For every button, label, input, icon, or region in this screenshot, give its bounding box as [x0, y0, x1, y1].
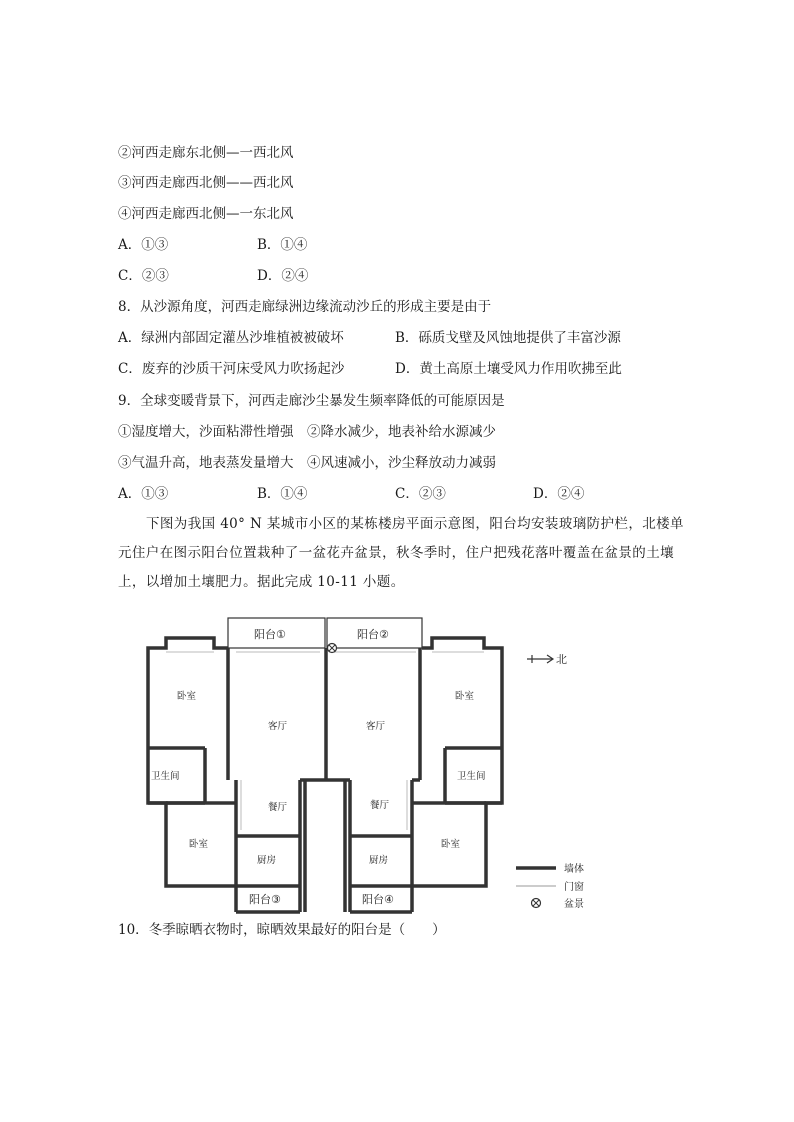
bedroom-label-nw: 卧室 [177, 691, 197, 702]
legend-window-label: 门窗 [564, 882, 584, 893]
bedroom-label-sw: 卧室 [189, 839, 209, 850]
balcony-4-label: 阳台④ [362, 893, 394, 906]
q9-stem: 9．全球变暖背景下，河西走廊沙尘暴发生频率降低的可能原因是 [118, 393, 505, 409]
q9-answer-a: A．①③ [118, 486, 169, 502]
q9-options-3-4: ③气温升高，地表蒸发量增大 ④风速减小，沙尘释放动力减弱 [118, 455, 496, 471]
legend-plant-label: 盆景 [564, 899, 584, 910]
q7-answer-b: B．①④ [257, 237, 308, 253]
dining-room-label-left: 餐厅 [268, 802, 288, 813]
balcony-2-label: 阳台② [357, 628, 389, 641]
bathroom-label-right: 卫生间 [457, 771, 486, 782]
living-room-label-right: 客厅 [366, 721, 386, 732]
balcony-1-label: 阳台① [254, 628, 286, 641]
q7-option-2: ②河西走廊东北侧—一西北风 [118, 145, 294, 161]
q7-option-4: ④河西走廊西北侧—一东北风 [118, 206, 294, 222]
bathroom-label-left: 卫生间 [151, 771, 180, 782]
q8-answer-b: B．砾质戈壁及风蚀地提供了丰富沙源 [395, 330, 621, 346]
q10-stem: 10．冬季晾晒衣物时，晾晒效果最好的阳台是（ ） [118, 922, 446, 938]
q8-answer-d: D．黄土高原土壤受风力作用吹拂至此 [395, 361, 622, 377]
q9-answer-b: B．①④ [257, 486, 308, 502]
legend-wall-label: 墙体 [564, 864, 584, 875]
q9-options-1-2: ①湿度增大，沙面粘滞性增强 ②降水减少，地表补给水源减少 [118, 424, 496, 440]
north-label: 北 [556, 653, 567, 666]
q9-answer-c: C．②③ [395, 486, 446, 502]
q8-answer-c: C．废弃的沙质干河床受风力吹扬起沙 [118, 361, 345, 377]
q7-option-3: ③河西走廊西北侧——西北风 [118, 175, 294, 191]
bedroom-label-ne: 卧室 [455, 691, 475, 702]
dining-room-label-right: 餐厅 [370, 800, 390, 811]
living-room-label-left: 客厅 [268, 721, 288, 732]
q7-answer-d: D．②④ [257, 268, 309, 284]
kitchen-label-right: 厨房 [369, 855, 389, 866]
kitchen-label-left: 厨房 [257, 855, 277, 866]
q8-stem: 8．从沙源角度，河西走廊绿洲边缘流动沙丘的形成主要是由于 [118, 299, 492, 315]
q9-answer-d: D．②④ [533, 486, 585, 502]
q7-answer-c: C．②③ [118, 268, 169, 284]
bedroom-label-se: 卧室 [441, 839, 461, 850]
q7-answer-a: A．①③ [118, 237, 169, 253]
balcony-3-label: 阳台③ [249, 893, 281, 906]
q8-answer-a: A．绿洲内部固定灌丛沙堆植被被破坏 [118, 330, 344, 346]
intro-paragraph: 下图为我国 40° N 某城市小区的某栋楼房平面示意图，阳台均安装玻璃防护栏，北楼单元住户在图示阳台位置栽种了一盆花卉盆景，秋冬季时，住户把残花落叶覆盖在盆景的土壤上，以增加土壤肥力。据此完成 10-11 小题。 [118, 516, 684, 590]
